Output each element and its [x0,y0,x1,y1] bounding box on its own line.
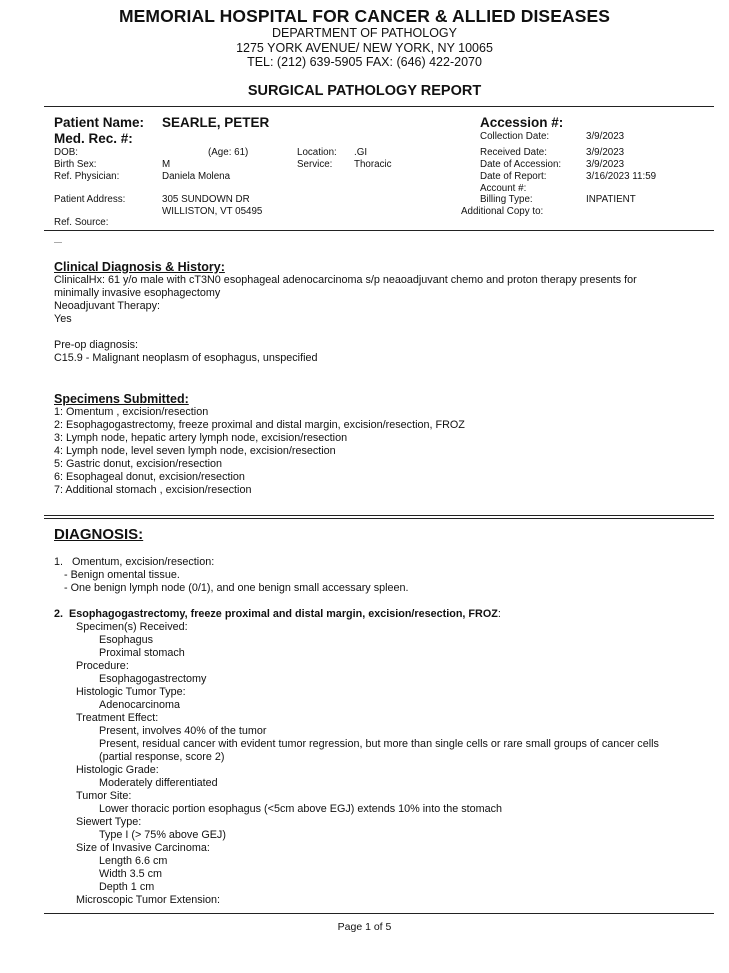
specimen-item: 3: Lymph node, hepatic artery lymph node, excision/resection [54,432,348,444]
billing-type-label: Billing Type: [480,194,533,205]
service-label: Service: [297,159,333,170]
preop-line: C15.9 - Malignant neoplasm of esophagus, unspecified [54,352,318,364]
synoptic-line: Treatment Effect: [76,712,159,724]
synoptic-line: Adenocarcinoma [99,699,181,711]
synoptic-line: Esophagus [99,634,154,646]
preop-diagnosis [54,339,318,365]
dob-label: DOB: [54,147,78,158]
synoptic-line: Specimen(s) Received: [76,621,188,633]
med-rec-label: Med. Rec. #: [54,131,133,146]
hospital-phone-fax: TEL: (212) 639-5905 FAX: (646) 422-2070 [247,55,482,69]
ref-physician-label: Ref. Physician: [54,171,120,182]
billing-type-value: INPATIENT [586,194,636,205]
synoptic-line: Microscopic Tumor Extension: [76,894,221,906]
birth-sex-value: M [162,159,171,170]
patient-age: (Age: 61) [208,147,249,158]
footer-divider [44,913,714,914]
diagnosis-item-1 [54,556,409,595]
synoptic-line: Lower thoracic portion esophagus (<5cm above EGJ) extends 10% into the stomach [99,803,503,815]
clinical-line: ClinicalHx: 61 y/o male with cT3N0 esophageal adenocarcinoma s/p neaoadjuvant chemo and proton therapy presents for [54,274,637,286]
synoptic-line: Type I (> 75% above GEJ) [99,829,226,841]
specimen-item: 6: Esophageal donut, excision/resection [54,471,245,483]
diagnosis-heading: DIAGNOSIS: [54,526,144,543]
patient-address-line1: 305 SUNDOWN DR [162,194,250,205]
synoptic-line: Length 6.6 cm [99,855,168,867]
synoptic-line: Size of Invasive Carcinoma: [76,842,210,854]
clinical-line: Neoadjuvant Therapy: [54,300,161,312]
diagnosis-divider [44,515,714,519]
preop-line: Pre-op diagnosis: [54,339,139,351]
synoptic-line: (partial response, score 2) [99,751,225,763]
diagnosis-item-1-line: - One benign lymph node (0/1), and one benign small accessary spleen. [64,582,409,594]
synoptic-line: Proximal stomach [99,647,185,659]
specimen-item: 5: Gastric donut, excision/resection [54,458,223,470]
report-date-label: Date of Report: [480,171,547,182]
diagnosis-item-1-line: - Benign omental tissue. [64,569,180,581]
ref-physician-value: Daniela Molena [162,171,231,182]
diagnosis-item-1-title: 1. Omentum, excision/resection: [54,556,215,568]
location-value: .GI [354,147,368,158]
diagnosis-item-2-colon: : [497,608,501,620]
accession-date-label: Date of Accession: [480,159,562,170]
clinical-history [54,274,637,326]
account-label: Account #: [480,183,527,194]
accession-date-value: 3/9/2023 [586,159,625,170]
location-label: Location: [297,147,337,158]
accession-label: Accession #: [480,115,564,130]
synoptic-line: Present, residual cancer with evident tumor regression, but more than single cells or rare small groups of cancer cells [99,738,659,750]
diagnosis-item-2-title: Esophagogastrectomy, freeze proximal and distal margin, excision/resection, FROZ [69,608,498,620]
birth-sex-label: Birth Sex: [54,159,97,170]
received-date-label: Received Date: [480,147,547,158]
patient-name: SEARLE, PETER [162,115,270,130]
patient-divider [44,230,714,231]
page-number: Page 1 of 5 [337,921,392,933]
patient-name-label: Patient Name: [54,115,145,130]
synoptic-line: Siewert Type: [76,816,142,828]
diagnosis-item-2 [54,608,659,907]
synoptic-line: Depth 1 cm [99,881,155,893]
ref-source-label: Ref. Source: [54,217,109,228]
clinical-line: Yes [54,313,72,325]
specimens-list [54,406,465,497]
patient-address-label: Patient Address: [54,194,126,205]
synoptic-line: Width 3.5 cm [99,868,162,880]
clinical-line: minimally invasive esophagectomy [54,287,221,299]
received-date-value: 3/9/2023 [586,147,625,158]
additional-copy-label: Additional Copy to: [461,206,544,217]
synoptic-line: Histologic Tumor Type: [76,686,186,698]
specimen-item: 4: Lymph node, level seven lymph node, excision/resection [54,445,336,457]
header-divider [44,106,714,107]
patient-address-line2: WILLISTON, VT 05495 [162,206,263,217]
department-name: DEPARTMENT OF PATHOLOGY [272,26,457,40]
hospital-address: 1275 YORK AVENUE/ NEW YORK, NY 10065 [236,41,493,55]
stray-mark [54,242,62,243]
service-value: Thoracic [354,159,392,170]
diagnosis-item-2-number: 2. [54,608,64,620]
specimen-item: 2: Esophagogastrectomy, freeze proximal and distal margin, excision/resection, FROZ [54,419,465,431]
collection-date-label: Collection Date: [480,131,550,142]
specimen-item: 1: Omentum , excision/resection [54,406,209,418]
report-date-value: 3/16/2023 11:59 [586,171,657,182]
report-title: SURGICAL PATHOLOGY REPORT [247,83,482,99]
diagnosis-item-2-title-row [54,608,659,621]
clinical-heading: Clinical Diagnosis & History: [54,260,225,274]
collection-date-value: 3/9/2023 [586,131,625,142]
synoptic-line: Histologic Grade: [76,764,159,776]
synoptic-line: Moderately differentiated [99,777,218,789]
synoptic-line: Esophagogastrectomy [99,673,207,685]
specimen-item: 7: Additional stomach , excision/resection [54,484,252,496]
synoptic-line: Tumor Site: [76,790,132,802]
synoptic-line: Present, involves 40% of the tumor [99,725,267,737]
hospital-name: MEMORIAL HOSPITAL FOR CANCER & ALLIED DISEASES [118,6,611,26]
synoptic-line: Procedure: [76,660,129,672]
specimens-heading: Specimens Submitted: [54,392,189,406]
